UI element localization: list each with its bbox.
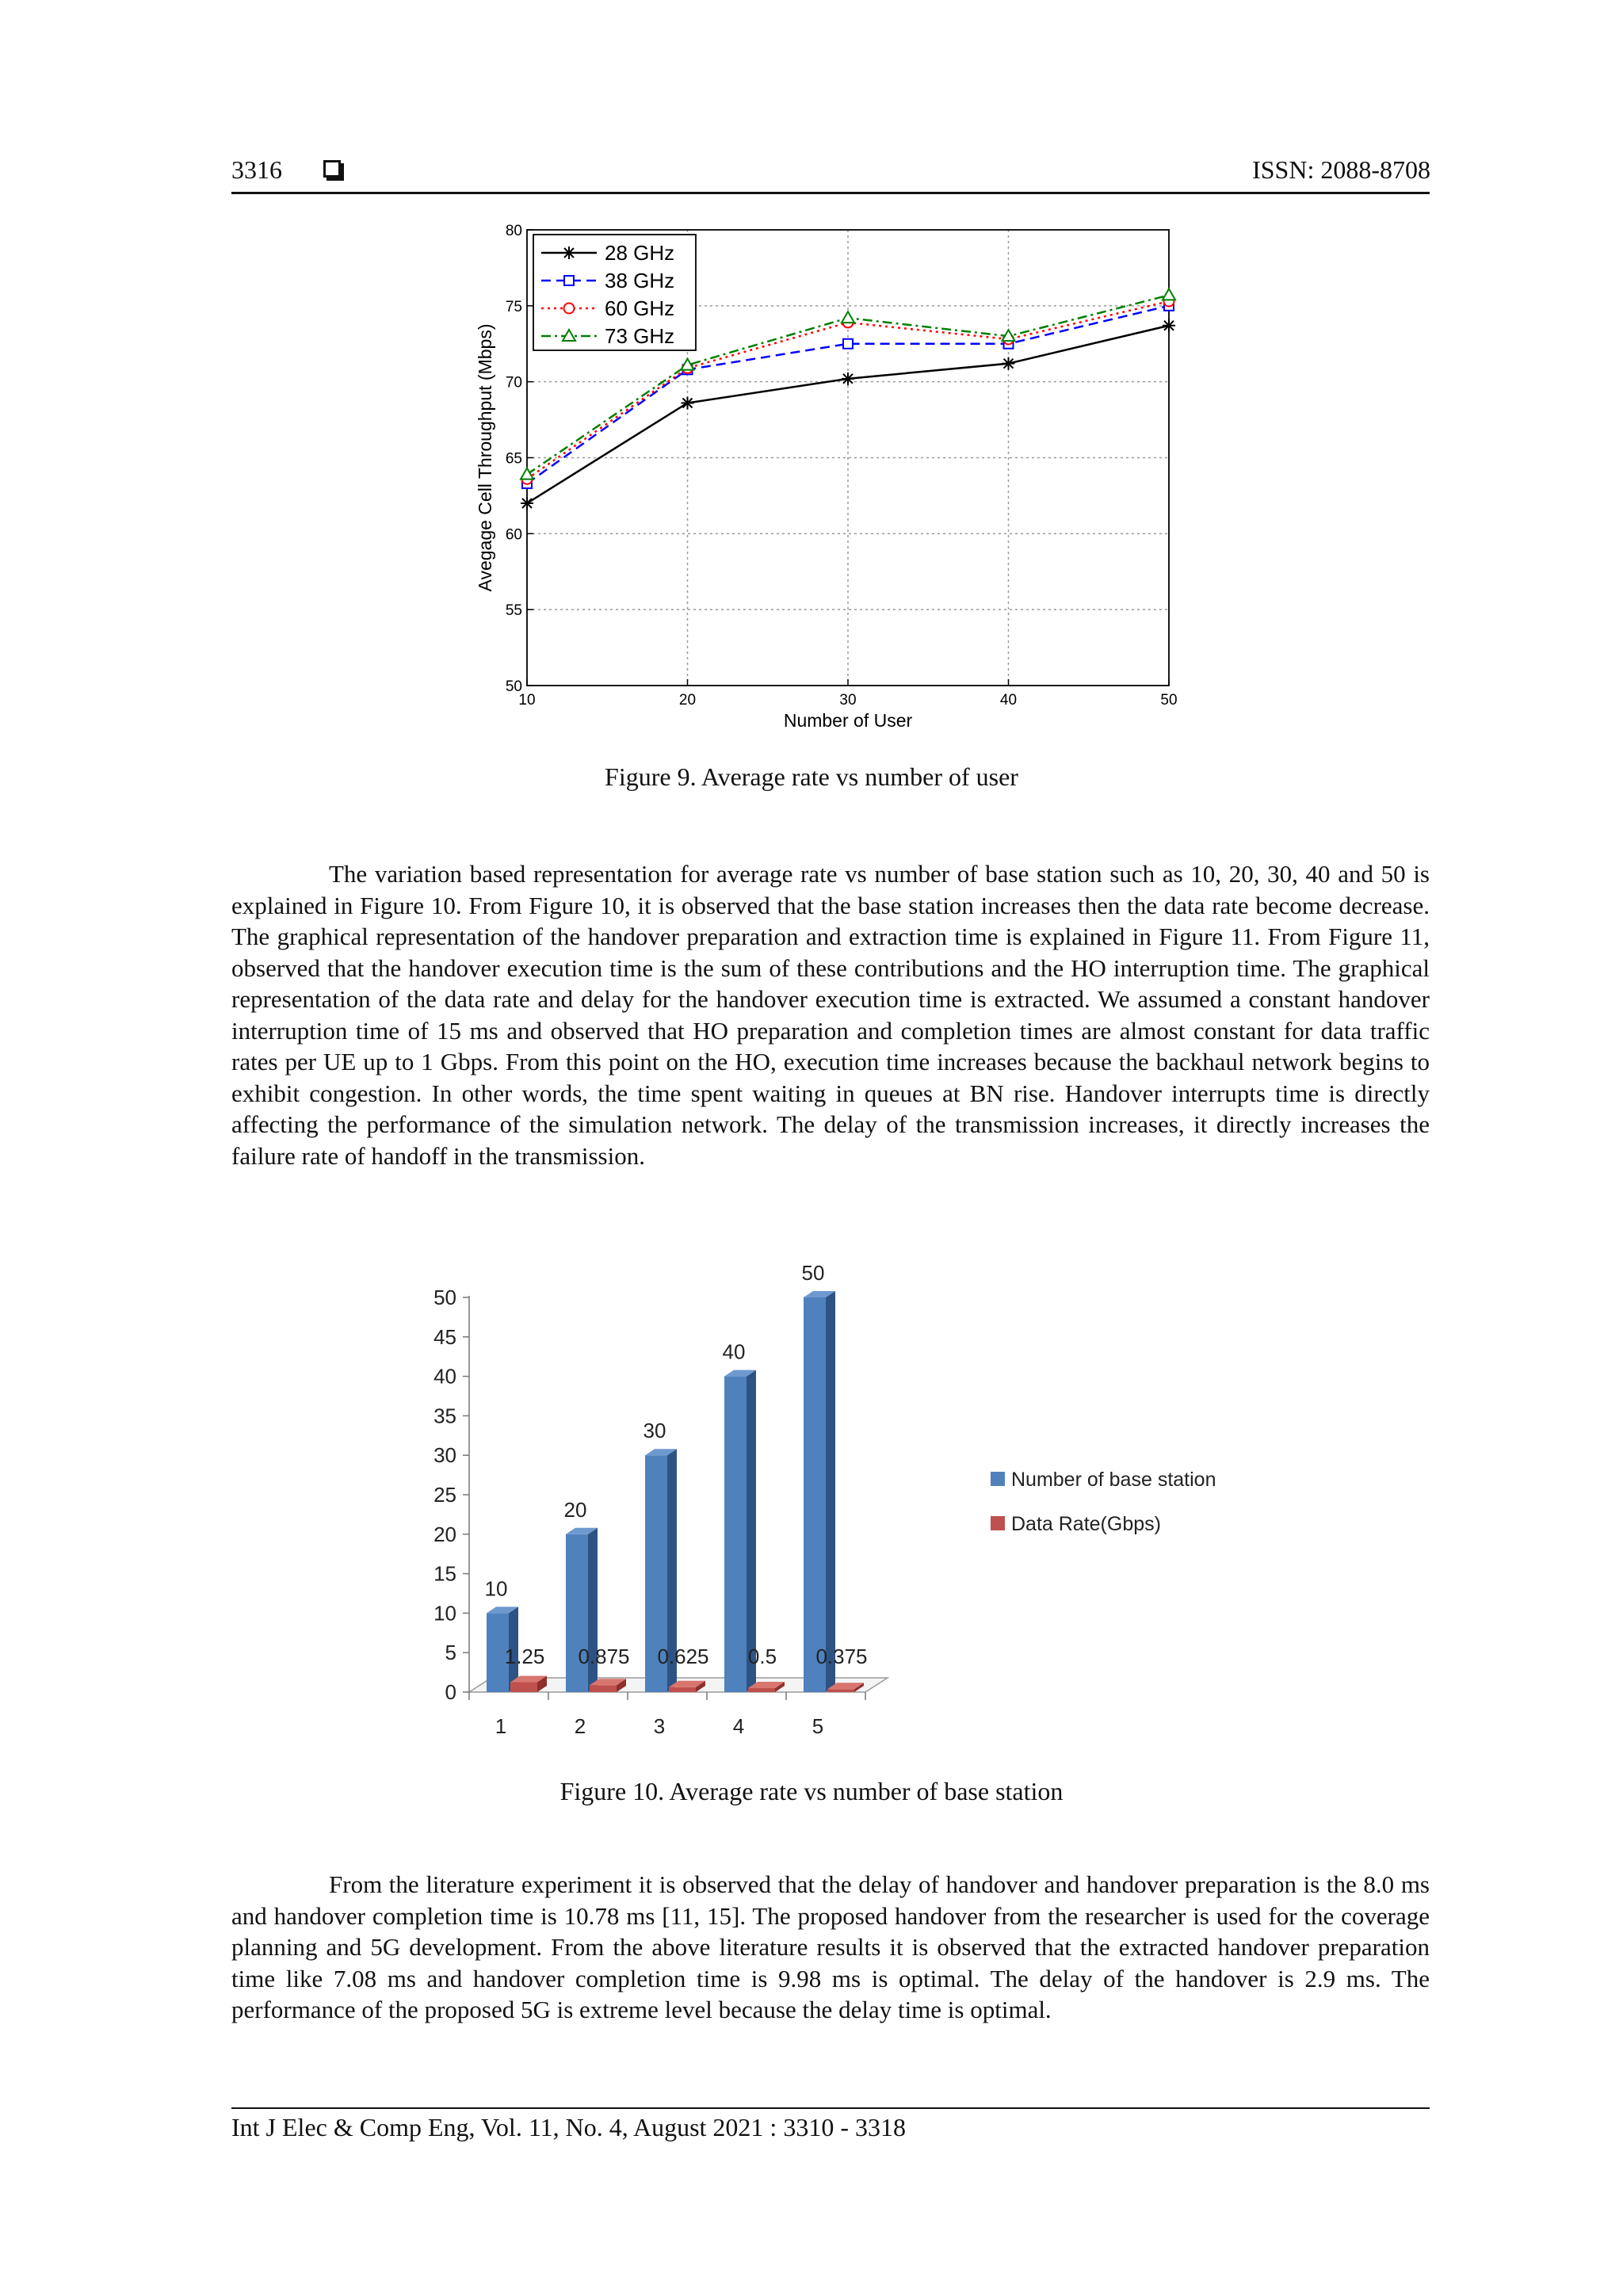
bar-value-label: 1.25 [504, 1645, 545, 1668]
data-point [842, 372, 854, 385]
bar-value-label: 10 [484, 1576, 508, 1601]
y-tick-label: 5 [445, 1641, 456, 1665]
x-tick-label: 20 [678, 692, 697, 709]
footer-citation: Int J Elec & Comp Eng, Vol. 11, No. 4, August 2021 : 3310 - 3318 [231, 2113, 906, 2141]
y-tick-label: 35 [433, 1404, 456, 1428]
header-rule [231, 192, 1430, 194]
figure-9-caption: Figure 9. Average rate vs number of user [605, 762, 1018, 791]
x-tick-label: 40 [999, 692, 1018, 709]
bar-base-stations-front [566, 1534, 588, 1692]
y-tick-label: 70 [505, 374, 522, 392]
bar-value-label: 0.375 [815, 1645, 868, 1668]
y-tick-label: 80 [505, 223, 522, 239]
bar-value-label: 50 [801, 1261, 825, 1285]
legend-label: Data Rate(Gbps) [1011, 1513, 1161, 1535]
figure-9-line-chart [468, 220, 1197, 735]
data-point [1163, 319, 1175, 332]
page-number: 3316 [231, 155, 282, 184]
body-paragraph-1: The variation based representation for average rate vs number of base station such as 10, 20, 30, 40 and 50 is explained in Figure 10. From Figure 10, it is observed that the base station increases then the data rate become decrease. The graphical representation of the handover preparation and extraction time is explained in Figure 11. From Figure 11, observed that the handover execution time is the sum of these contributions and the HO interruption time. The graphical representation of the data rate and delay for the handover execution time is extracted. We assumed a constant handover interruption time of 15 ms and observed that HO preparation and completion times are almost constant for data traffic rates per UE up to 1 Gbps. From this point on the HO, execution time increases because the backhaul network begins to exhibit congestion. In other words, the time spent waiting in queues at BN rise. Handover interrupts time is directly affecting the performance of the simulation network. The delay of the transmission increases, it directly increases the failure rate of handoff in the transmission. [231, 860, 1430, 1170]
bar-value-label: 0.875 [578, 1645, 630, 1668]
bar-data-rate-front [827, 1689, 854, 1692]
y-tick-label: 0 [445, 1680, 456, 1704]
bar-value-label: 0.5 [747, 1645, 777, 1668]
y-tick-label: 45 [433, 1324, 456, 1349]
y-tick-label: 10 [433, 1601, 456, 1626]
y-tick-label: 15 [433, 1561, 456, 1586]
data-point [521, 468, 533, 479]
y-tick-label: 50 [505, 678, 522, 695]
x-tick-label: 50 [1160, 692, 1178, 709]
legend-swatch [991, 1516, 1005, 1530]
y-tick-label: 55 [505, 602, 522, 620]
x-tick-label: 5 [812, 1714, 824, 1738]
y-tick-label: 75 [505, 298, 522, 315]
bar-base-stations-front [804, 1297, 826, 1692]
data-point [842, 311, 854, 323]
x-tick-label: 10 [518, 692, 536, 709]
y-tick-label: 60 [505, 526, 522, 544]
bar-value-label: 30 [643, 1419, 666, 1443]
data-point [682, 397, 694, 410]
y-tick-label: 65 [505, 450, 522, 468]
legend-label: 28 GHz [605, 241, 675, 265]
legend-swatch [991, 1472, 1005, 1486]
legend-label: 73 GHz [605, 324, 675, 348]
legend-label: 38 GHz [605, 269, 675, 292]
legend-marker [564, 276, 574, 285]
figure-10-caption: Figure 10. Average rate vs number of base station [559, 1777, 1064, 1805]
bar-value-label: 0.625 [657, 1645, 709, 1668]
legend-label: 60 GHz [605, 296, 675, 320]
legend-marker [563, 246, 575, 259]
y-tick-label: 20 [433, 1522, 456, 1546]
data-point [1163, 288, 1175, 300]
data-point [843, 339, 853, 349]
bar-value-label: 20 [563, 1497, 587, 1522]
y-tick-label: 50 [433, 1286, 456, 1309]
bar-data-rate-front [669, 1687, 696, 1692]
figure-10-bar-chart [396, 1248, 1284, 1755]
y-axis-label: Avegage Cell Throughput (Mbps) [475, 323, 495, 592]
x-tick-label: 30 [839, 692, 857, 709]
x-tick-label: 4 [732, 1714, 745, 1738]
body-paragraph-2: From the literature experiment it is observed that the delay of handover and handover preparation is the 8.0 ms and handover completion time is 10.78 ms [11, 15]. The proposed handover from the researcher is used for the coverage planning and 5G development. From the above literature results it is observed that the extracted handover preparation time like 7.08 ms and handover completion time is 9.98 ms is optimal. The delay of the handover is 2.9 ms. The performance of the proposed 5G is extreme level because the delay time is optimal. [231, 1870, 1430, 2023]
bar-data-rate-front [590, 1685, 617, 1692]
bar-base-stations-side [826, 1291, 835, 1692]
legend-marker [564, 304, 575, 314]
journal-issn: ISSN: 2088-8708 [1252, 155, 1430, 184]
data-point [1002, 357, 1015, 370]
x-axis-label: Number of User [783, 710, 913, 731]
x-tick-label: 2 [574, 1714, 586, 1738]
bar-data-rate-front [510, 1683, 537, 1692]
bar-base-stations-front [724, 1377, 747, 1692]
y-tick-label: 25 [433, 1483, 456, 1507]
y-tick-label: 30 [433, 1443, 456, 1468]
bar-base-stations [804, 1291, 835, 1692]
legend [533, 235, 696, 350]
legend [991, 1469, 1216, 1535]
bar-data-rate-front [748, 1688, 775, 1692]
bar-value-label: 40 [722, 1339, 746, 1364]
x-tick-label: 1 [495, 1714, 507, 1738]
checkbox-square-icon [323, 160, 341, 178]
footer-rule [231, 2107, 1430, 2109]
data-point [521, 497, 533, 510]
x-tick-label: 3 [653, 1714, 666, 1738]
y-tick-label: 40 [433, 1364, 456, 1389]
legend-label: Number of base station [1011, 1469, 1216, 1491]
